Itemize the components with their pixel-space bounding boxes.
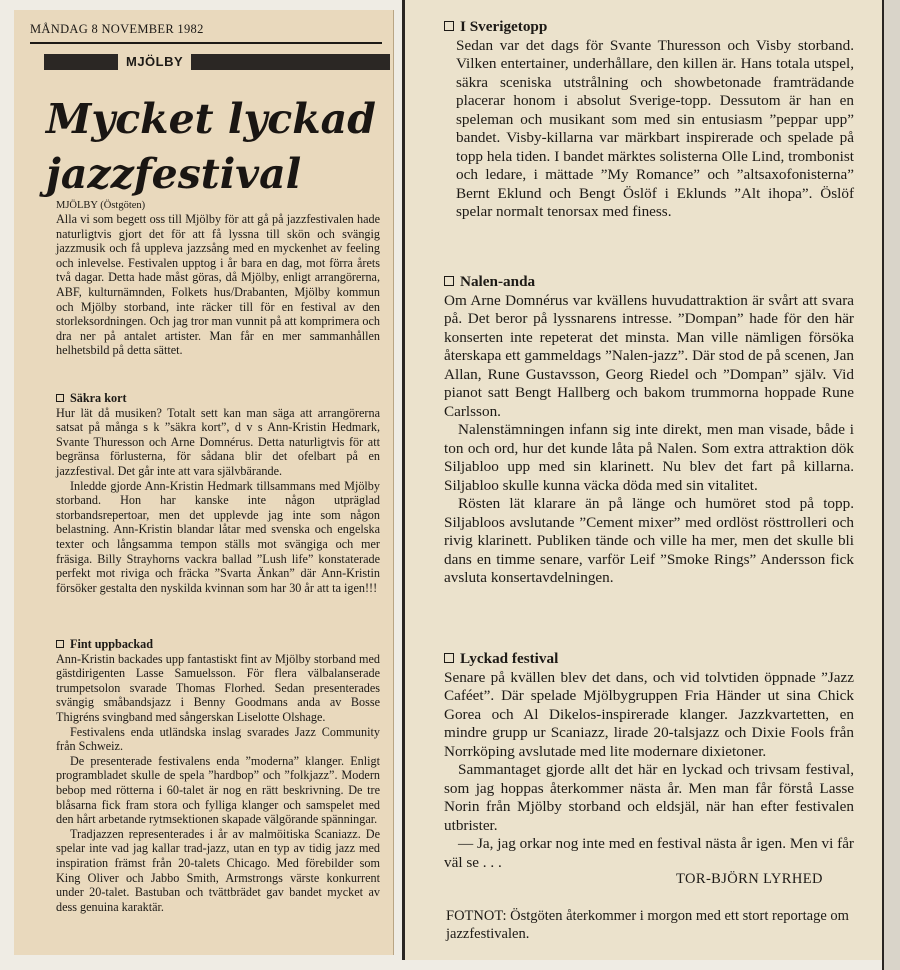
headline: Mycket lyckad jazzfestival: [46, 95, 376, 198]
intro-paragraph: Alla vi som begett oss till Mjölby för att gå på jazzfestivalen hade naturligtvis gjort det för att få lyssna till skön och svängig jazzmusik och få uppleva jazzsång med en myckenhet av feeling och inlevelse. Festivalen upptog i år bara en dag, mot förra årets två dagar. Detta hade måst göras, då Mjölby, enligt arrangörerna, ABF, kulturnämnden, Folkets hus/Drabanten, Mjölby kommun och Mjölby storband, inte räcker till för en festival av den storleksordningen. Och jag tror man vunnit på att komprimera och dra ner på antalet artister. Man får en mer sammanhållen helhetsbild på detta sättet.: [56, 212, 380, 358]
byline: MJÖLBY (Östgöten): [56, 200, 146, 211]
section-fint-uppbackad: [56, 637, 380, 914]
intro-block: [56, 212, 380, 358]
paragraph: Sammantaget gjorde allt det här en lyckad och trivsam festival, som jag hoppas återkommer nästa år. Men man får förstå Lasse Norin från Mjölby storband och eldsjäl, när han efter festivalen utbrister.: [444, 761, 854, 834]
checkbox-square-icon: [444, 276, 454, 286]
paragraph: Tradjazzen representerades i år av malmöitiska Scaniazz. De spelar inte vad jag kallar trad-jazz, utan en typ av tidig jazz med inspiration främst från 20-talets Chicago. Med förebilder som King Oliver och Jabbo Smith, Armstrongs värste konkurrent under 20-talet. Bastuban och tvättbrädet gav bandet mycket av dess genuina karaktär.: [56, 826, 380, 914]
paragraph: Inledde gjorde Ann-Kristin Hedmark tillsammans med Mjölby storband. Hon har kanske inte någon utpräglad storbandsrepertoar, men det upplevde jag inte som någon belastning. Ann-Kristin blandar låtar med svenska och engelska texter och långsamma tempon ställs mot svängiga och mer fräsiga. Billy Strayhorns vackra ballad ”Lush life” konstaterade perfekt mot riviga och fräcka ”Svarta Änkan” där Ann-Kristin försöker gestalta den nyskilda kvinnan som har 30 år att ta igen!!!: [56, 478, 380, 595]
section-i-sverigetopp: [444, 18, 854, 222]
subheading: I Sverigetopp: [444, 18, 854, 37]
paragraph: Senare på kvällen blev det dans, och vid tolvtiden öppnade ”Jazz Caféet”. Där spelade Mjölbygruppen Fria Händer ut sina Chick Gorea och Al Dikelos-inspirerade klanger. Jazzkvartetten, en mindre grupp ur Scaniazz, lirade 20-talsjazz och Dixie Fools från Norrköping avslutade med lite modernare dixietoner.: [444, 668, 854, 760]
divider: [30, 42, 382, 44]
subheading: Säkra kort: [56, 391, 380, 406]
subheading: Nalen-anda: [444, 273, 854, 292]
paragraph: Festivalens enda utländska inslag svarades Jazz Community från Schweiz.: [56, 724, 380, 754]
subheading: Fint uppbackad: [56, 637, 380, 652]
section-sakra-kort: [56, 391, 380, 595]
dateline: MÅNDAG 8 NOVEMBER 1982: [30, 22, 204, 36]
footnote: FOTNOT: Östgöten återkommer i morgon med ett stort reportage om jazzfestivalen.: [446, 908, 849, 942]
checkbox-square-icon: [56, 640, 64, 648]
section-bar: [44, 54, 390, 70]
paragraph: Sedan var det dags för Svante Thuresson och Visby storband. Vilken entertainer, underhållare, den killen är. Hans totala utspel, säkra sceniska utstrålning och showbetonade framträdande placerar honom i absolut Sverige-topp. Dessutom är han en speleman och musikant som med sin entusiasm ”peppar upp” bandet. Visby-killarna var märkbart inspirerade och spelade på topp hela tiden. I bandet märktes solisterna Olle Lind, trombonist och ledare, i mättade ”My Romance” och ”altsaxofonisterna” Bernt Eklund och Bengt Öslöf i Eklunds ”Alt ihopa”. Öslöf spelar normalt tenorsax med finess.: [456, 36, 854, 220]
paragraph: Ann-Kristin backades upp fantastiskt fint av Mjölby storband med gästdirigenten Lasse Samuelsson. För flera välbalanserade trumpetsolon svarade Thomas Florhed. Sedan presenterades svängig småbandsjazz i Benny Goodmans anda av Bosse Thigréns svingband med sångerskan Liselotte Olshage.: [56, 651, 380, 724]
paragraph: Hur lät då musiken? Totalt sett kan man säga att arrangörerna satsat på många s k ”säkra kort”, d v s Ann-Kristin Hedmark, Svante Thuresson och Arne Domnérus. Detta naturligtvis för att begränsa förlusterna, för sådana blir det ofelbart på en jazzfestival. Det går inte att vara självbärande.: [56, 405, 380, 478]
checkbox-square-icon: [56, 394, 64, 402]
paragraph: Rösten lät klarare än på länge och humöret stod på topp. Siljabloos avslutande ”Cement mixer” med ordlöst rösttrolleri och rivig klarinett. Publiken tände och ville ha mer, men det skulle bli dans en timme senare, varför Leif ”Smoke Rings” Andersson fick avsluta konsertavdelningen.: [444, 495, 854, 586]
checkbox-square-icon: [444, 21, 454, 31]
section-lyckad-festival: [444, 650, 854, 872]
section-nalen-anda: [444, 273, 854, 588]
paragraph: Om Arne Domnérus var kvällens huvudattraktion är svårt att svara på. Det beror på lyssnarens intresse. ”Dompan” hade för den här konserten inte repeterat det minsta. Man ville nämligen försöka återskapa ett gammeldags ”Nalen-jazz”. Där stod de på scenen, Jan Allan, Rune Gustavsson, Georg Riedel och ”Dompan” själv. Vid pianot satt Bengt Hallberg och bakom trummorna hoppade Rune Carlsson.: [444, 291, 854, 420]
paragraph: Nalenstämningen infann sig inte direkt, men man visade, både i ton och ord, hur det kunde låta på Nalen. Som extra attraktion dök Siljabloo upp med sin klarinett. Nu blev det fart på killarna. Siljabloo skulle kunna väcka döda med sin vitalitet.: [444, 421, 854, 494]
section-tag: MJÖLBY: [118, 53, 191, 71]
paragraph: De presenterade festivalens enda ”moderna” klanger. Enligt programbladet skulle de spela ”hardbop” och ”folkjazz”. Modern bebop med rötterna i 60-talet är nog en rätt beskrivning. De tre blåsarna fick fram stora och fylliga klanger och samspelet med den hårt arbetande rytmsektionen skapade välgörande spänningar.: [56, 753, 380, 827]
page-edge: [882, 0, 900, 970]
checkbox-square-icon: [444, 653, 454, 663]
subheading: Lyckad festival: [444, 650, 854, 669]
author-signature: TOR-BJÖRN LYRHED: [676, 871, 823, 887]
paragraph: — Ja, jag orkar nog inte med en festival nästa år igen. Men vi får väl se . . .: [444, 835, 854, 871]
